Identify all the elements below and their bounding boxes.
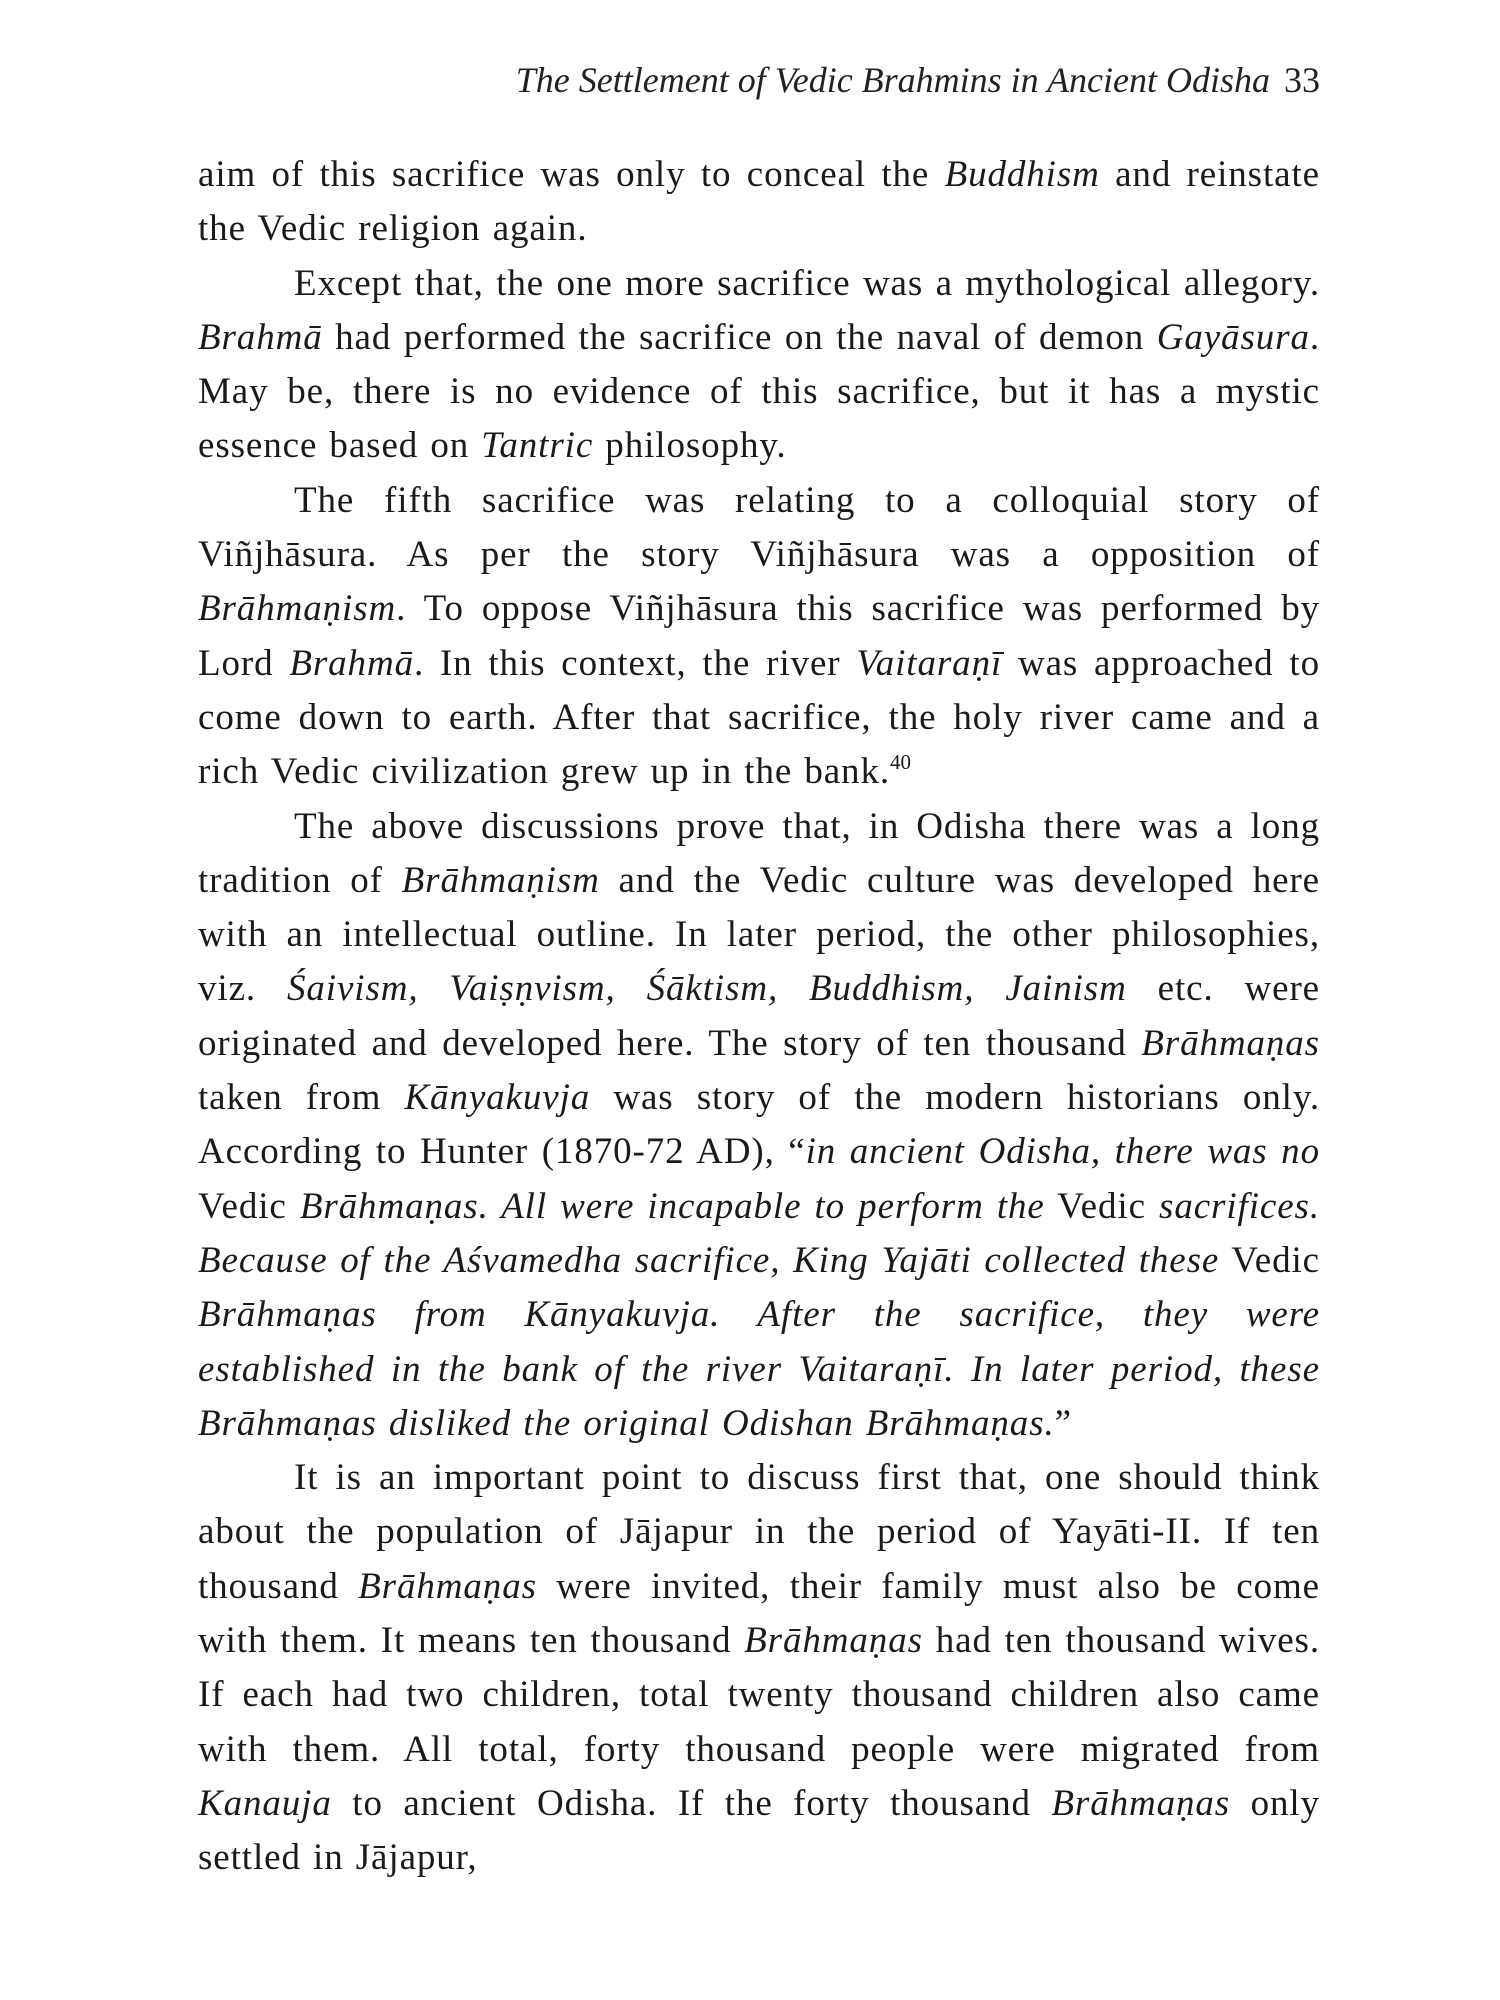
text-run: Vedic [1044, 1185, 1160, 1227]
text-run: . May be, there is no evidence of this sacrifice, but it has a mystic essence based on [198, 316, 1320, 467]
text-run: was story of the modern historians only. According to Hunter (1870-72 AD), “ [198, 1077, 1320, 1173]
text-run: etc. were originated and developed here. The story of ten thousand [198, 968, 1321, 1064]
text-run: aim of this sacrifice was only to conceal the [198, 154, 945, 195]
text-run: had performed the sacrifice on the naval of demon [322, 316, 1157, 358]
text-run: had ten thousand wives. If each had two children, total twenty thousand children also came with them. All total, forty thousand people were migrated from [198, 1620, 1320, 1770]
text-run: Vedic [1219, 1239, 1321, 1281]
italic-term: Brāhmaṇas. All were incapable to perform the [299, 1185, 1045, 1227]
italic-term: Kānyakuvja [404, 1077, 591, 1119]
text-run: Vedic [198, 1185, 300, 1227]
text-run: and the Vedic culture was developed here with an intellectual outline. In later period, the other philosophies, viz. [198, 859, 1320, 1010]
italic-term: Gayāsura [1156, 316, 1310, 358]
text-run: philosophy. [593, 425, 787, 467]
footnote-ref: 40 [890, 750, 912, 775]
text-run: The above discussions prove that, in Odisha there was a long tradition of [198, 805, 1320, 901]
italic-term: Brāhmaṇas [358, 1565, 537, 1607]
body-paragraph [198, 800, 1320, 1452]
italic-term: Brāhmaṇas [744, 1620, 923, 1662]
italic-term: Buddhism [944, 154, 1100, 195]
text-run: . To oppose Viñjhāsura this sacrifice was performed by Lord [198, 588, 1320, 684]
body-paragraph [198, 257, 1320, 474]
text-run: . In this context, the river [413, 642, 857, 684]
italic-term: Brāhmaṇas [1051, 1782, 1231, 1824]
text-run: were invited, their family must also be come with them. It means ten thousand [198, 1565, 1321, 1662]
italic-term: Brāhmaṇism [401, 859, 600, 901]
text-run: taken from [198, 1077, 405, 1119]
italic-term: Śaivism, Vaiṣṇvism, Śāktism, Buddhism, Jainism [286, 968, 1127, 1010]
text-run: ” [1054, 1402, 1072, 1444]
running-head [200, 58, 1320, 102]
italic-term: Brahmā [289, 642, 414, 684]
italic-term: in ancient Odisha, there was no [805, 1131, 1320, 1173]
italic-term: Tantric [481, 425, 594, 467]
text-run: was approached to come down to earth. After that sacrifice, the holy river came and a rich Vedic civilization grew up in the bank. [198, 642, 1320, 793]
italic-term: sacrifices. Because of the Aśvamedha sacrifice, King Yajāti collected these [198, 1185, 1320, 1281]
italic-term: Kanauja [198, 1782, 332, 1824]
italic-term: Brāhmaṇas [1141, 1022, 1320, 1064]
italic-term: Brahmā [198, 316, 323, 358]
italic-term: Brāhmaṇas from Kānyakuvja. After the sacrifice, they were established in the bank of the river Vaitaraṇī. In later period, these Brāhmaṇas disliked the original Odishan Brāhmaṇas. [198, 1294, 1320, 1444]
page-body [198, 148, 1320, 1886]
running-title: The Settlement of Vedic Brahmins in Ancient Odisha [515, 60, 1270, 100]
text-run: to ancient Odisha. If the forty thousand [331, 1782, 1052, 1824]
page-number: 33 [1284, 60, 1320, 100]
body-paragraph [198, 148, 1320, 257]
body-paragraph [198, 474, 1320, 800]
body-paragraph [198, 1451, 1320, 1885]
text-run: only settled in Jājapur, [198, 1782, 1321, 1879]
text-run: Except that, the one more sacrifice was a mythological allegory. [294, 262, 1320, 304]
italic-term: Vaitaraṇī [856, 642, 1003, 684]
text-run: It is an important point to discuss first that, one should think about the population of Jājapur in the period of Yayāti-II. If ten thousand [198, 1457, 1320, 1607]
text-run: The fifth sacrifice was relating to a colloquial story of Viñjhāsura. As per the story Viñjhāsura was a opposition of [198, 479, 1320, 576]
text-run: and reinstate the Vedic religion again. [198, 154, 1320, 250]
italic-term: Brāhmaṇism [198, 588, 397, 630]
